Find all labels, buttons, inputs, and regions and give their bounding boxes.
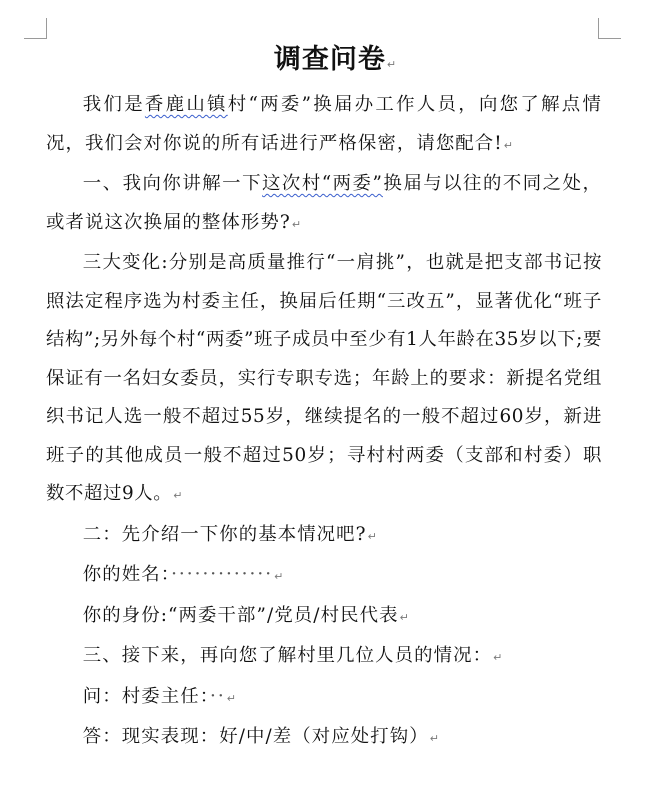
document-title	[0, 40, 671, 85]
section-three-heading	[46, 637, 602, 678]
three-changes-text: 三大变化:分别是高质量推行“一肩挑”，也就是把支部书记按照法定程序选为村委主任，换届后任期“三改五”，显著优化“班子结构”;另外每个村“两委”班子成员中至少有1人年龄在35岁以下;要保证有一名妇女委员，实行专职专选；年龄上的要求：新提名党组织书记人选一般不超过55岁，继续提名的一般不超过60岁，新进班子的其他成员一般不超过50岁；寻村村两委（支部和村委）职数不超过9人。	[46, 252, 602, 504]
name-field-line	[46, 556, 602, 597]
section-one-text-end: 换届与以往的不同之处，或者说这次换届的整体形势?	[46, 173, 602, 233]
crop-mark-top-right	[598, 18, 621, 39]
spellcheck-underlined-text: 这次村“两委”	[262, 173, 383, 194]
title-text: 调查问卷	[273, 44, 386, 75]
three-changes-paragraph	[46, 244, 602, 516]
intro-text-start: 我们是	[82, 94, 145, 115]
paragraph-mark-icon: ↵	[503, 138, 515, 152]
identity-line	[46, 597, 602, 638]
section-two-text: 二：先介绍一下你的基本情况吧?	[82, 523, 367, 545]
paragraph-mark-icon: ↵	[226, 691, 238, 705]
section-two-heading	[46, 516, 602, 557]
identity-text: 你的身份:“两委干部”/党员/村民代表	[82, 604, 399, 626]
question-label: 问：村委主任：	[82, 685, 211, 707]
intro-paragraph	[46, 86, 602, 165]
paragraph-mark-icon: ↵	[399, 610, 410, 624]
section-three-text: 三、接下来，再向您了解村里几位人员的情况：	[82, 645, 493, 666]
section-one-question	[46, 165, 602, 244]
crop-mark-top-left	[24, 18, 47, 39]
spellcheck-underlined-text: 香鹿山镇	[144, 94, 228, 115]
question-blank[interactable]: ··	[210, 685, 226, 707]
paragraph-mark-icon: ↵	[274, 570, 285, 583]
paragraph-mark-icon: ↵	[429, 732, 441, 745]
paragraph-mark-icon: ↵	[173, 489, 184, 502]
paragraph-mark-icon: ↵	[291, 217, 303, 231]
paragraph-mark-icon: ↵	[367, 529, 378, 543]
name-field-blank[interactable]: ·············	[171, 564, 274, 585]
paragraph-mark-icon: ↵	[493, 651, 504, 664]
answer-text: 答：现实表现：好/中/差（对应处打钩）	[82, 726, 429, 747]
section-one-text-start: 一、我向你讲解一下	[82, 173, 262, 194]
answer-line	[46, 718, 602, 759]
name-field-label: 你的姓名：	[82, 564, 172, 585]
question-line	[46, 678, 602, 719]
intro-text-end: 村“两委”换届办工作人员，向您了解点情况，我们会对你说的所有话进行严格保密，请您配合!	[46, 94, 602, 154]
document-body	[46, 86, 602, 759]
paragraph-mark-icon: ↵	[386, 58, 398, 71]
